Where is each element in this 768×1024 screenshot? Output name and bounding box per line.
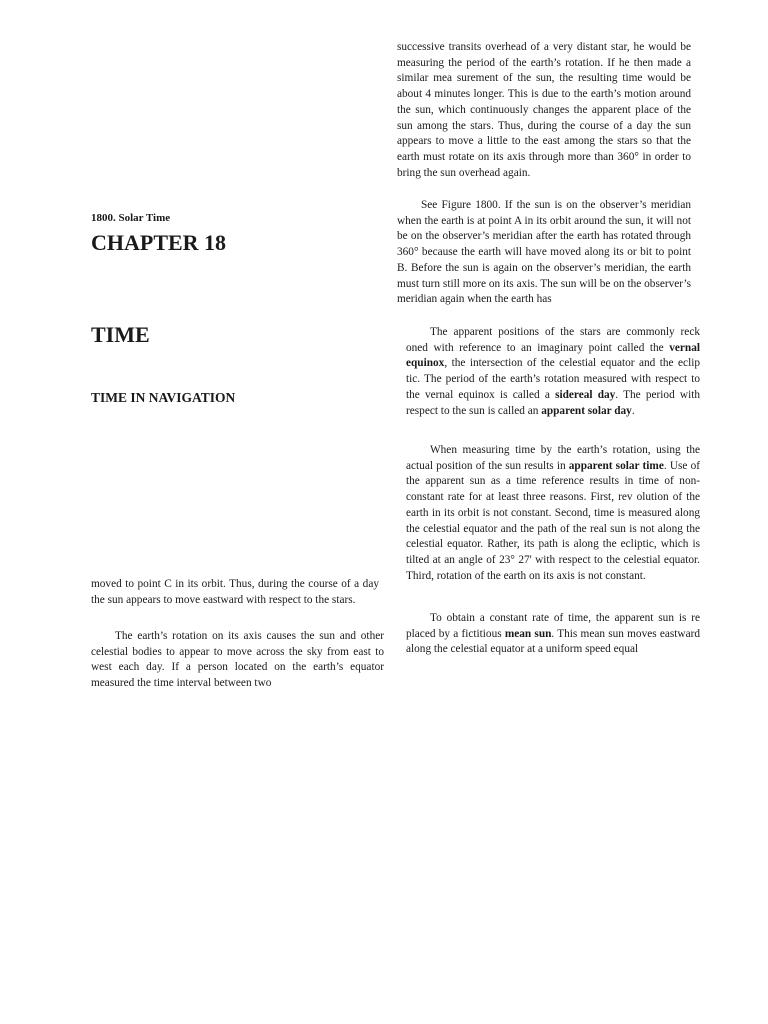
term-vernal-equinox: vernal equinox: [406, 341, 700, 370]
text-run: , the intersection of the celestial equator and the eclip tic. The period of the earth’s rotation measured with respect to the vernal equinox is called a: [406, 357, 700, 401]
text-run: To obtain a constant rate of time, the apparent sun is re placed by a fictitious: [406, 612, 700, 640]
section-label: 1800. Solar Time: [91, 212, 171, 224]
text-run: . Use of the apparent sun as a time reference results in time of non-constant rate for at least three reasons. First, rev olution of the earth in its orbit is not constant. Second, time is measured along the celestial equator and the path of the real sun is not along the celestial equator. Rather, its path is along the ecliptic, which is tilted at an angle of 23° 27' with respect to the celestial equator. Third, rotation of the earth on its axis is not constant.: [406, 459, 700, 582]
right-paragraph-4: [406, 443, 700, 584]
text-run: . This mean sun moves eastward along the celestial equator at a uniform speed equal: [406, 627, 700, 656]
chapter-heading: CHAPTER 18: [91, 230, 227, 255]
text-run: When measuring time by the earth’s rotation, using the actual position of the sun results in: [406, 444, 700, 472]
left-paragraph-1: moved to point C in its orbit. Thus, during the course of a day the sun appears to move eastward with respect to the stars.: [91, 578, 379, 606]
left-paragraph-2: The earth’s rotation on its axis causes the sun and other celestial bodies to appear to move across the sky from east to west each day. If a person located on the earth’s equator measured the time interval between two: [91, 630, 384, 690]
term-sidereal-day: sidereal day: [555, 388, 616, 401]
right-paragraph-2: See Figure 1800. If the sun is on the observer’s meridian when the earth is at point A in its orbit around the sun, it will not be on the observer’s meridian after the earth has rotated through 360° because the earth will have moved along its or bit to point B. Before the sun is again on the observer’s meridian, the earth must turn still more on its axis. The sun will be on the observer’s meridian again when the earth has: [397, 199, 691, 306]
section-subtitle: TIME IN NAVIGATION: [91, 390, 236, 405]
right-paragraph-1: successive transits overhead of a very distant star, he would be measuring the period of the earth’s rotation. If he then made a similar mea surement of the sun, the resulting time would be about 4 minutes longer. This is due to the earth’s motion around the sun, which continuously changes the apparent place of the sun among the stars. Thus, during the course of a day the sun appears to move a little to the east among the stars so that the earth must rotate on its axis through more than 360° in order to bring the sun overhead again.: [397, 41, 691, 179]
term-mean-sun: mean sun: [504, 627, 552, 640]
text-run: . The period with respect to the sun is called an: [406, 388, 700, 417]
right-paragraph-3: [406, 325, 700, 419]
text-run: The apparent positions of the stars are commonly reck oned with reference to an imaginary point called the: [406, 326, 700, 354]
page-title: TIME: [91, 322, 150, 347]
text-run: .: [631, 404, 635, 417]
term-apparent-solar-day: apparent solar day: [541, 404, 632, 417]
right-paragraph-5: [406, 611, 700, 658]
term-apparent-solar-time: apparent solar time: [568, 459, 664, 472]
